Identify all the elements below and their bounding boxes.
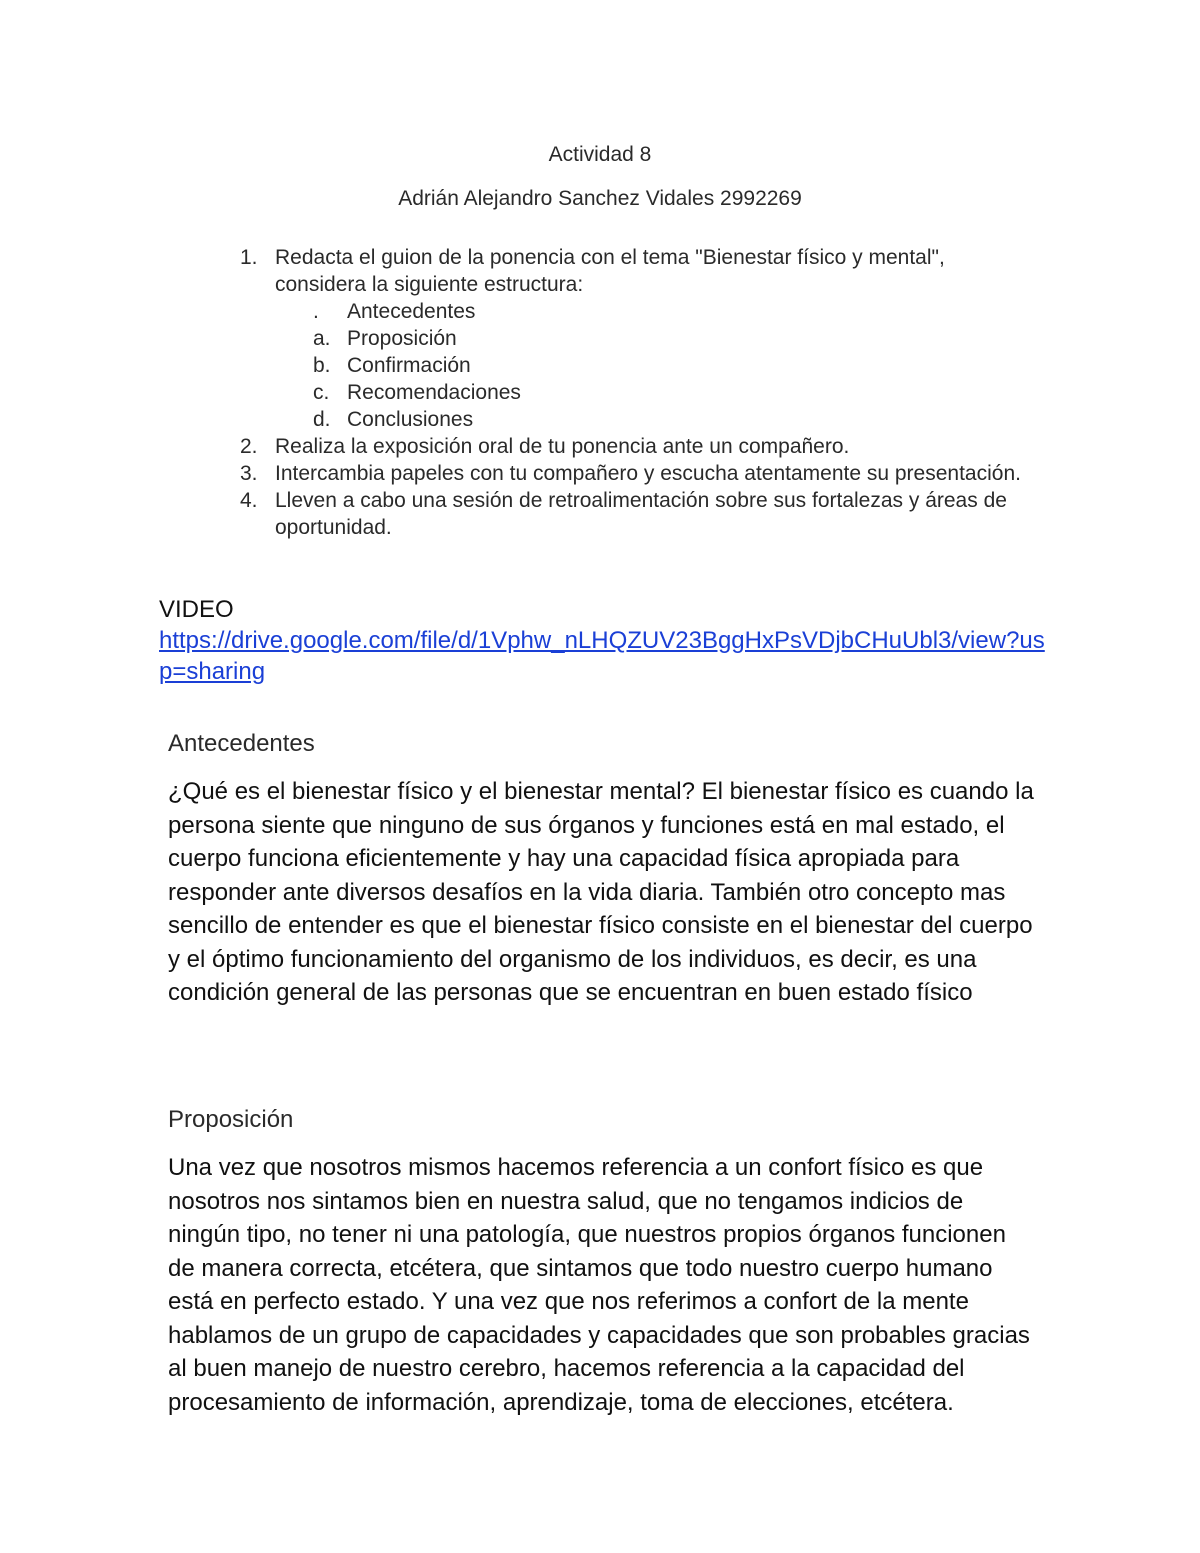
task-number: 2.: [240, 435, 258, 458]
structure-text: Antecedentes: [347, 300, 476, 323]
task-text: Redacta el guion de la ponencia con el tema "Bienestar físico y mental", considera la siguiente estructura:: [275, 246, 945, 296]
video-label: VIDEO: [159, 596, 234, 623]
video-link[interactable]: https://drive.google.com/file/d/1Vphw_nLHQZUV23BggHxPsVDjbCHuUbl3/view?usp=sharing: [159, 627, 1045, 685]
structure-marker: c.: [313, 381, 330, 404]
structure-text: Confirmación: [347, 354, 471, 377]
video-block: [159, 594, 1049, 687]
section-body-antecedentes: ¿Qué es el bienestar físico y el bienestar mental? El bienestar físico es cuando la persona siente que ninguno de sus órganos y funciones está en mal estado, el cuerpo funciona eficientemente y hay una capacidad física apropiada para responder ante diversos desafíos en la vida diaria. También otro concepto mas sencillo de entender es que el bienestar físico consiste en el bienestar del cuerpo y el óptimo funcionamiento del organismo de los individuos, es decir, es una condición general de las personas que se encuentran en buen estado físico: [168, 778, 1034, 1006]
structure-list: [240, 298, 1040, 433]
task-text: Realiza la exposición oral de tu ponencia ante un compañero.: [275, 435, 850, 458]
structure-text: Conclusiones: [347, 408, 474, 431]
structure-marker: a.: [313, 327, 331, 350]
task-item: [240, 460, 1040, 487]
task-number: 1.: [240, 246, 258, 269]
task-number: 4.: [240, 489, 258, 512]
task-list: [240, 244, 1040, 541]
structure-item: [313, 352, 1040, 379]
task-item: [240, 487, 1040, 541]
structure-item: [313, 406, 1040, 433]
section-body-proposicion: Una vez que nosotros mismos hacemos referencia a un confort físico es que nosotros nos sintamos bien en nuestra salud, que no tengamos indicios de ningún tipo, no tener ni una patología, que nuestros propios órganos funcionen de manera correcta, etcétera, que sintamos que todo nuestro cuerpo humano está en perfecto estado. Y una vez que nos referimos a confort de la mente hablamos de un grupo de capacidades y capacidades que son probables gracias al buen manejo de nuestro cerebro, hacemos referencia a la capacidad del procesamiento de información, aprendizaje, toma de elecciones, etcétera.: [168, 1154, 1030, 1416]
structure-item: [313, 298, 1040, 325]
document-author: Adrián Alejandro Sanchez Vidales 2992269: [398, 187, 802, 210]
document-title: Actividad 8: [548, 143, 652, 166]
task-text: Intercambia papeles con tu compañero y escucha atentamente su presentación.: [275, 462, 1021, 485]
task-text: Lleven a cabo una sesión de retroalimentación sobre sus fortalezas y áreas de oportunidad.: [275, 489, 1007, 539]
structure-marker: d.: [313, 408, 331, 431]
structure-item: [313, 379, 1040, 406]
task-number: 3.: [240, 462, 258, 485]
structure-marker: .: [313, 300, 319, 323]
structure-item: [313, 325, 1040, 352]
section-heading-proposicion: Proposición: [168, 1106, 294, 1133]
task-item: [240, 433, 1040, 460]
section-heading-antecedentes: Antecedentes: [168, 730, 315, 757]
task-item: [240, 244, 1040, 298]
structure-text: Recomendaciones: [347, 381, 521, 404]
structure-marker: b.: [313, 354, 331, 377]
structure-text: Proposición: [347, 327, 457, 350]
